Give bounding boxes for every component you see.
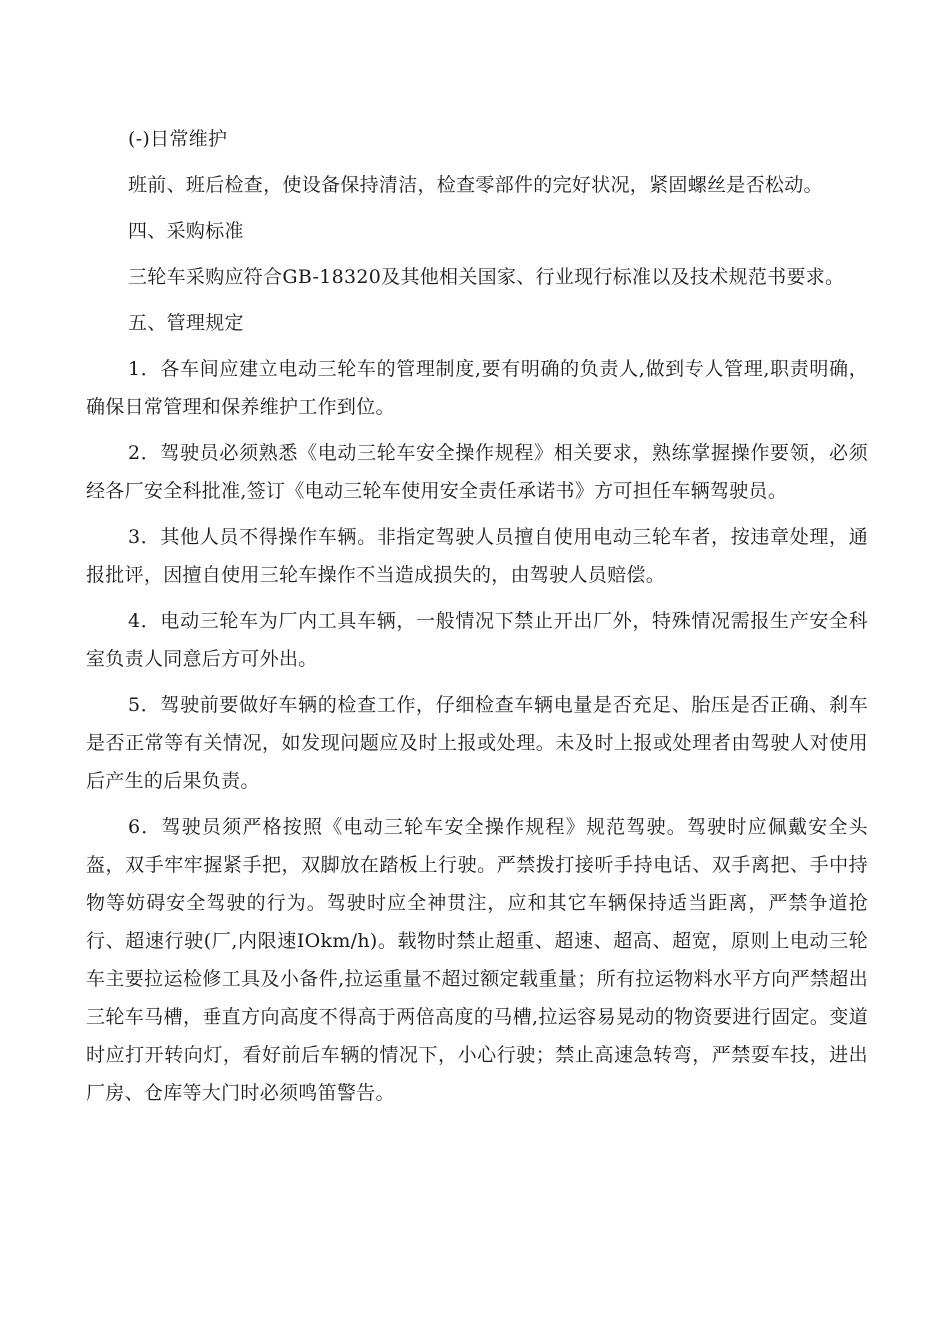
rule-item-4: 4．电动三轮车为厂内工具车辆，一般情况下禁止开出厂外，特殊情况需报生产安全科室负责人同意后方可外出。 xyxy=(86,610,868,670)
rule-item-6: 6．驾驶员须严格按照《电动三轮车安全操作规程》规范驾驶。驾驶时应佩戴安全头盔，双手牢牢握紧手把，双脚放在踏板上行驶。严禁拨打接听手持电话、双手离把、手中持物等妨碍安全驾驶的行为。驾驶时应全神贯注，应和其它车辆保持适当距离，严禁争道抢行、超速行驶(厂,内限速IOkm/h)。载物时禁止超重、超速、超高、超宽，原则上电动三轮车主要拉运检修工具及小备件,拉运重量不超过额定载重量；所有拉运物料水平方向严禁超出三轮车马槽，垂直方向高度不得高于两倍高度的马槽,拉运容易晃动的物资要进行固定。变道时应打开转向灯，看好前后车辆的情况下，小心行驶；禁止高速急转弯，严禁耍车技，进出厂房、仓库等大门时必须鸣笛警告。 xyxy=(86,816,868,1104)
paragraph-procurement-standard: 三轮车采购应符合GB-18320及其他相关国家、行业现行标准以及技术规范书要求。 xyxy=(128,266,845,288)
section-heading-management-rules: 五、管理规定 xyxy=(128,312,244,334)
rule-item-1: 1．各车间应建立电动三轮车的管理制度,要有明确的负责人,做到专人管理,职责明确，确保日常管理和保养维护工作到位。 xyxy=(86,358,868,418)
rule-item-2: 2．驾驶员必须熟悉《电动三轮车安全操作规程》相关要求，熟练掌握操作要领，必须经各厂安全科批准,签订《电动三轮车使用安全责任承诺书》方可担任车辆驾驶员。 xyxy=(86,442,868,502)
section-heading-daily-maintenance: (-)日常维护 xyxy=(128,128,228,150)
section-heading-procurement-standard: 四、采购标准 xyxy=(128,220,244,242)
rule-item-3: 3．其他人员不得操作车辆。非指定驾驶人员擅自使用电动三轮车者，按违章处理，通报批评，因擅自使用三轮车操作不当造成损失的，由驾驶人员赔偿。 xyxy=(86,526,868,586)
rule-item-5: 5．驾驶前要做好车辆的检查工作，仔细检查车辆电量是否充足、胎压是否正确、刹车是否正常等有关情况，如发现问题应及时上报或处理。未及时上报或处理者由驾驶人对使用后产生的后果负责。 xyxy=(86,694,868,792)
document-body xyxy=(86,120,868,1120)
paragraph-daily-maintenance: 班前、班后检查，使设备保持清洁，检查零部件的完好状况，紧固螺丝是否松动。 xyxy=(128,174,823,196)
